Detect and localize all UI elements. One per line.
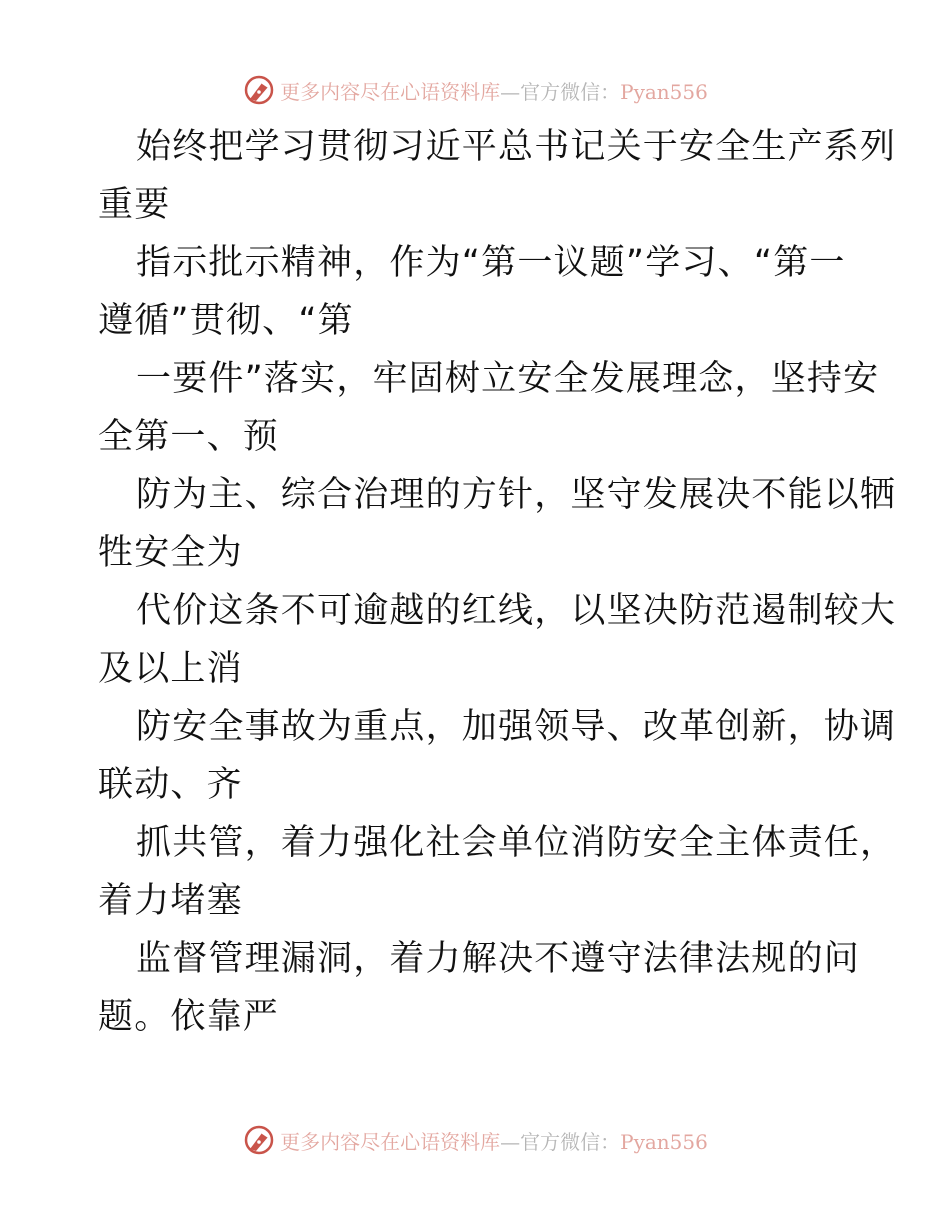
- paragraph: 防为主、综合治理的方针，坚守发展决不能以牺 牲安全为: [98, 475, 897, 573]
- paragraph: 防安全事故为重点，加强领导、改革创新，协调 联动、齐: [98, 707, 897, 805]
- paragraph: 监督管理漏洞，着力解决不遵守法律法规的问 题。依靠严: [98, 939, 861, 1037]
- paragraph: 代价这条不可逾越的红线，以坚决防范遏制较大 及以上消: [98, 591, 897, 689]
- document-body: [98, 118, 897, 1046]
- pen-nib-logo-icon: [242, 1123, 276, 1157]
- paragraph: 指示批示精神，作为“第一议题”学习、“第一 遵循”贯彻、“第: [98, 243, 846, 341]
- paragraph: 抓共管，着力强化社会单位消防安全主体责任， 着力堵塞: [98, 823, 897, 921]
- pen-nib-logo-icon: [242, 73, 276, 107]
- paragraph: 始终把学习贯彻习近平总书记关于安全生产系列 重要: [98, 127, 897, 225]
- watermark-text: 更多内容尽在心语资料库—官方微信：Pyan556: [280, 79, 708, 104]
- header-watermark: [0, 70, 950, 110]
- footer-watermark: [0, 1120, 950, 1160]
- watermark-text: 更多内容尽在心语资料库—官方微信：Pyan556: [280, 1129, 708, 1154]
- paragraph: 一要件”落实，牢固树立安全发展理念，坚持安 全第一、预: [98, 359, 880, 457]
